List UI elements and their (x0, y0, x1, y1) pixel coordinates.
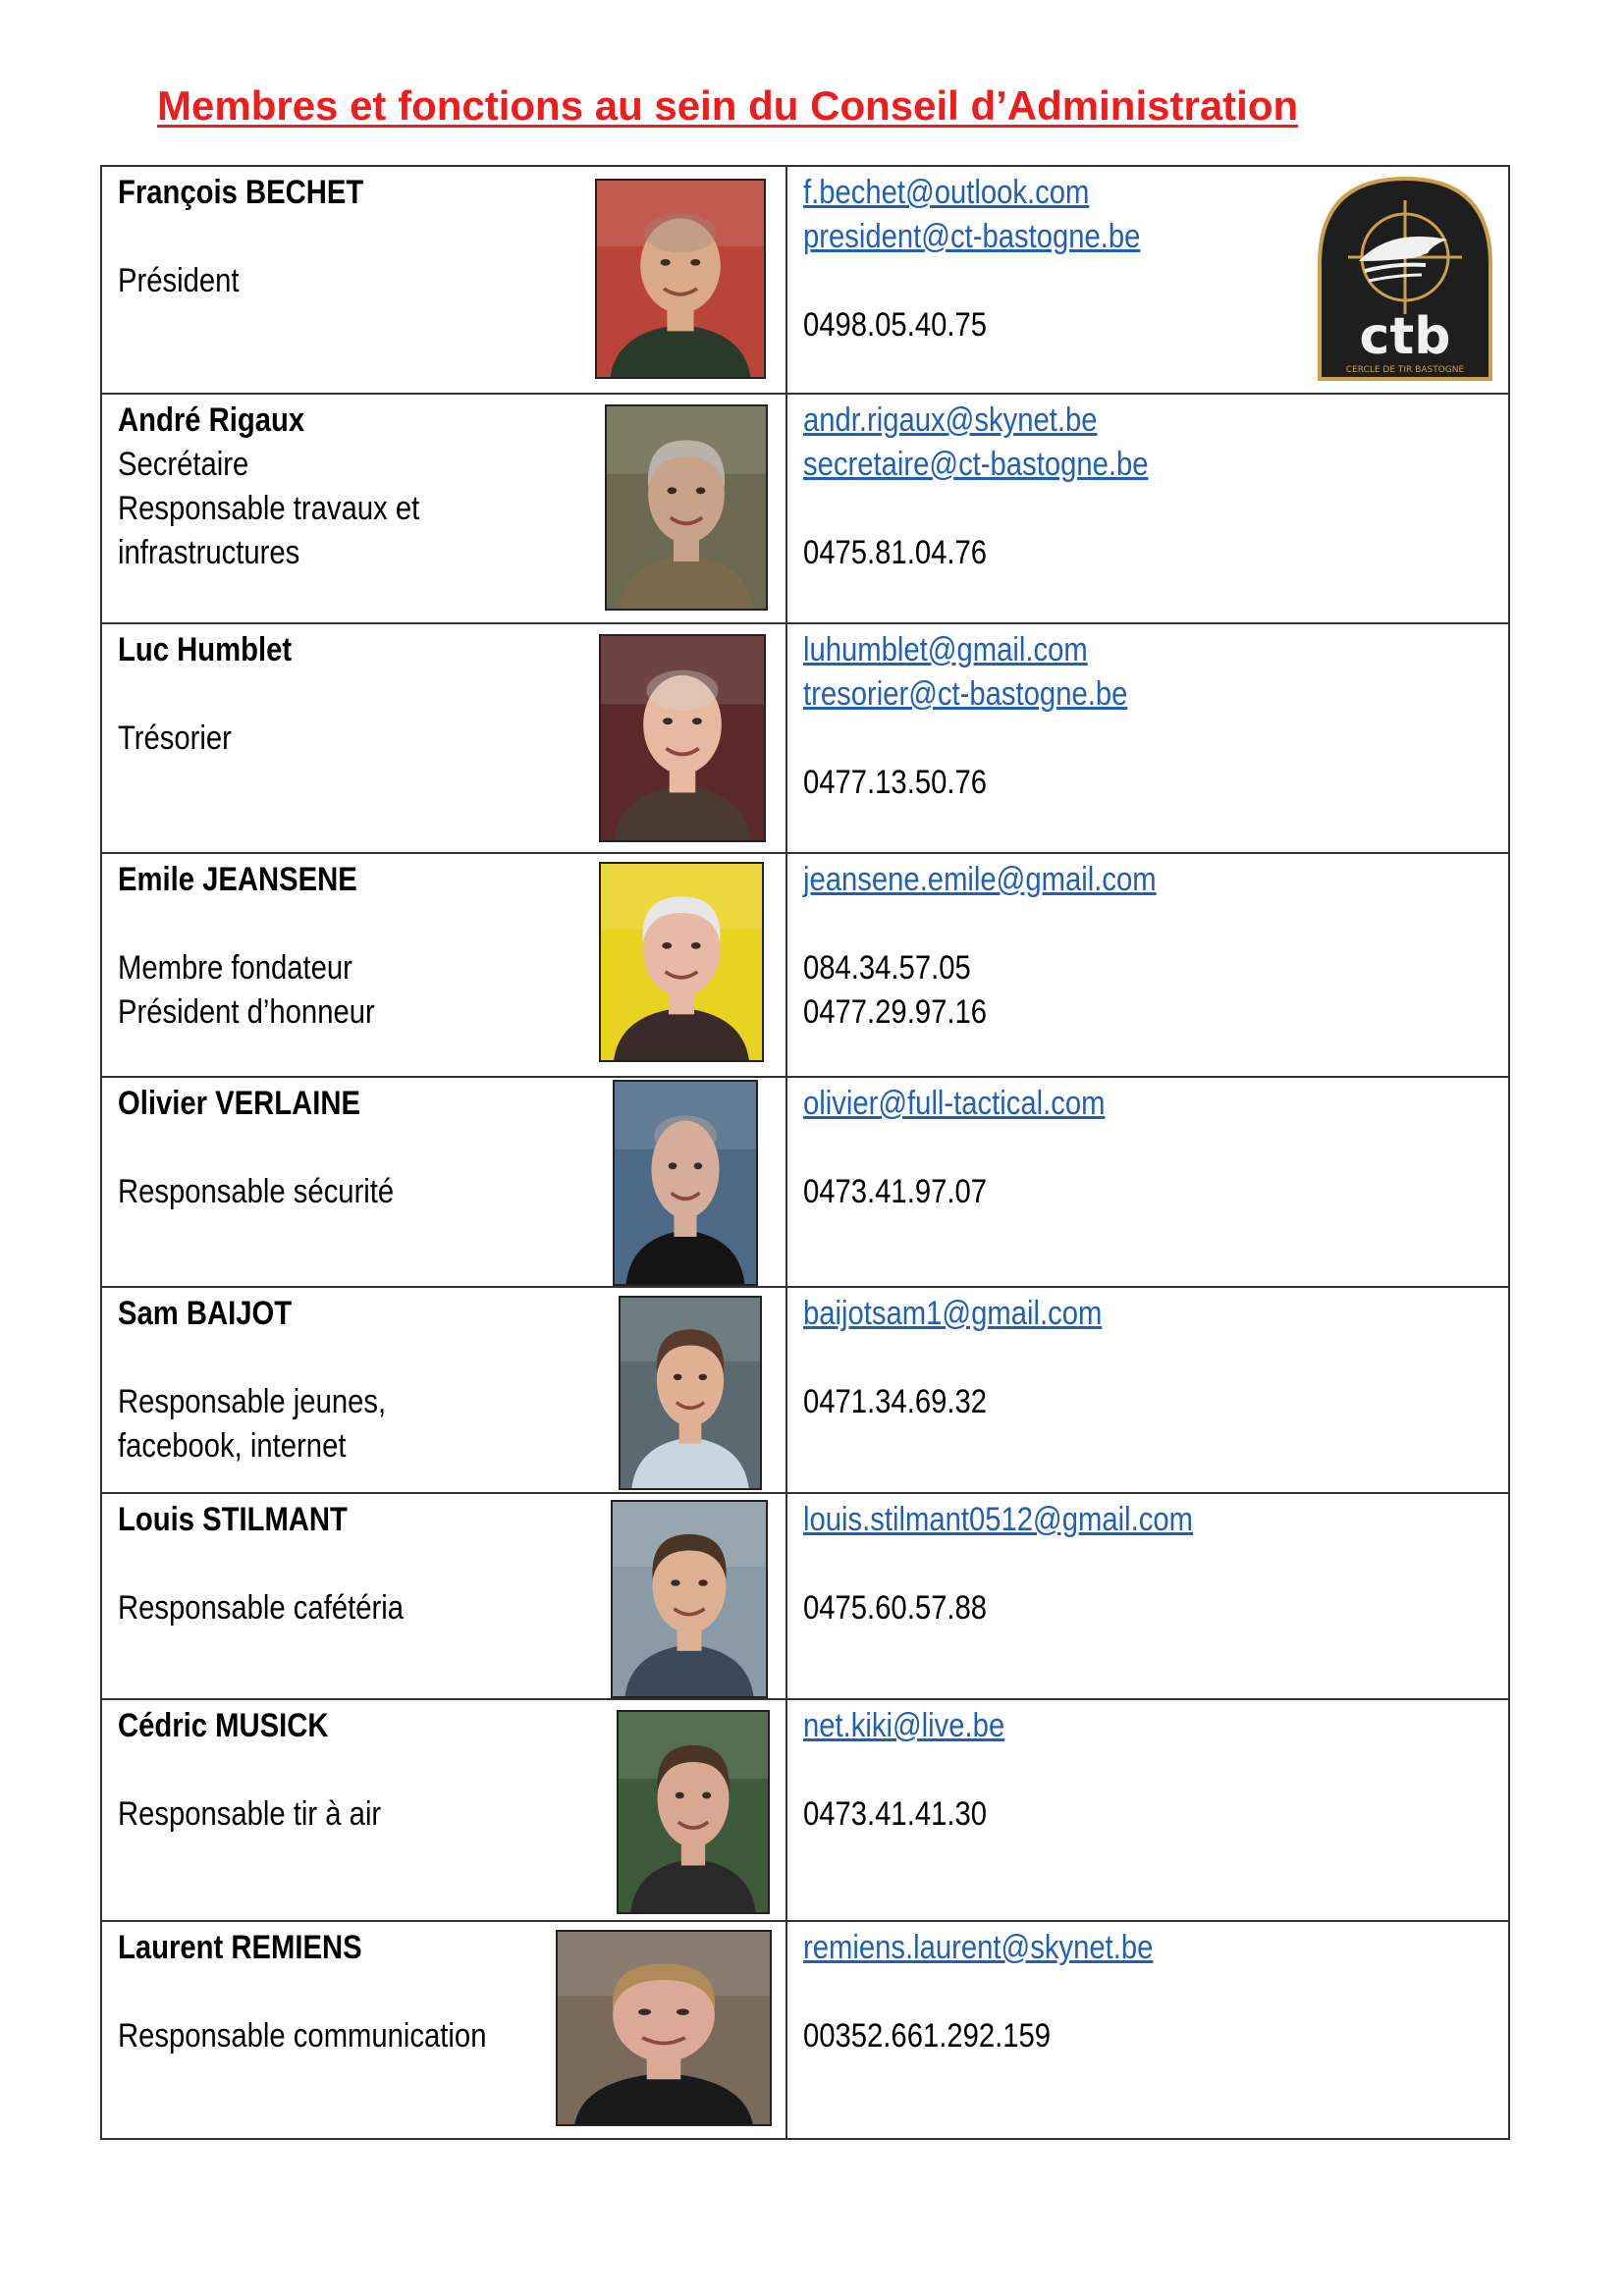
svg-text:ctb: ctb (1359, 307, 1451, 366)
member-role: Membre fondateur (118, 949, 352, 987)
phone-number: 0473.41.41.30 (803, 1795, 987, 1833)
member-contact-cell (786, 1077, 1509, 1287)
member-info-cell (101, 1699, 786, 1921)
member-contact-cell (786, 1921, 1509, 2139)
email-link[interactable]: f.bechet@outlook.com (803, 174, 1090, 211)
phone-number: 0471.34.69.32 (803, 1383, 987, 1420)
member-portrait-photo (605, 404, 768, 611)
phone-number: 0477.29.97.16 (803, 993, 987, 1031)
member-info-cell (101, 1287, 786, 1493)
member-name: Emile JEANSENE (118, 861, 357, 898)
member-name: Laurent REMIENS (118, 1929, 362, 1966)
member-role: Président d’honneur (118, 993, 375, 1031)
member-contact-cell (786, 1493, 1509, 1699)
email-link[interactable]: jeansene.emile@gmail.com (803, 861, 1157, 898)
email-link[interactable]: net.kiki@live.be (803, 1707, 1005, 1744)
member-info-cell (101, 166, 786, 394)
member-info-cell (101, 853, 786, 1077)
member-row (101, 1921, 1509, 2139)
svg-text:CERCLE DE TIR BASTOGNE: CERCLE DE TIR BASTOGNE (1345, 365, 1465, 375)
member-info-cell (101, 1077, 786, 1287)
member-contact-cell (786, 1287, 1509, 1493)
member-portrait-photo (617, 1710, 770, 1914)
member-portrait-photo (595, 179, 766, 379)
phone-number: 0473.41.97.07 (803, 1173, 987, 1210)
member-role: infrastructures (118, 534, 300, 571)
page-title: Membres et fonctions au sein du Conseil d’Administration (157, 82, 1299, 129)
member-name: Louis STILMANT (118, 1501, 348, 1538)
member-role: Secrétaire (118, 446, 249, 483)
member-portrait-photo (611, 1500, 768, 1698)
member-role: Responsable travaux et (118, 490, 420, 527)
phone-number: 0475.60.57.88 (803, 1589, 987, 1627)
member-name: Sam BAIJOT (118, 1295, 293, 1332)
member-role: Responsable communication (118, 2017, 487, 2055)
member-role: Responsable sécurité (118, 1173, 395, 1210)
member-row (101, 853, 1509, 1077)
member-portrait-photo (599, 634, 766, 842)
member-role: Responsable cafétéria (118, 1589, 404, 1627)
member-contact-cell (786, 166, 1509, 394)
member-row (101, 166, 1509, 394)
ctb-club-logo (1312, 171, 1498, 389)
member-row (101, 394, 1509, 623)
member-name: Olivier VERLAINE (118, 1085, 360, 1122)
member-contact-cell (786, 623, 1509, 853)
phone-number: 0477.13.50.76 (803, 764, 987, 801)
member-info-cell (101, 623, 786, 853)
email-link[interactable]: andr.rigaux@skynet.be (803, 401, 1098, 439)
member-row (101, 1699, 1509, 1921)
member-name: Cédric MUSICK (118, 1707, 329, 1744)
member-contact-cell (786, 394, 1509, 623)
phone-number: 0498.05.40.75 (803, 306, 987, 344)
member-info-cell (101, 1493, 786, 1699)
member-info-cell (101, 394, 786, 623)
email-link[interactable]: secretaire@ct-bastogne.be (803, 446, 1149, 483)
board-members-table (100, 165, 1510, 2140)
member-row (101, 1077, 1509, 1287)
member-role: Président (118, 262, 240, 299)
member-row (101, 623, 1509, 853)
member-contact-cell (786, 853, 1509, 1077)
member-row (101, 1493, 1509, 1699)
email-link[interactable]: president@ct-bastogne.be (803, 218, 1141, 255)
member-row (101, 1287, 1509, 1493)
member-name: Luc Humblet (118, 631, 293, 668)
phone-number: 0475.81.04.76 (803, 534, 987, 571)
member-portrait-photo (599, 862, 764, 1062)
member-name: François BECHET (118, 174, 364, 211)
member-portrait-photo (556, 1930, 772, 2126)
phone-number: 084.34.57.05 (803, 949, 971, 987)
member-role: Responsable tir à air (118, 1795, 382, 1833)
email-link[interactable]: olivier@full-tactical.com (803, 1085, 1106, 1122)
phone-number: 00352.661.292.159 (803, 2017, 1052, 2055)
email-link[interactable]: remiens.laurent@skynet.be (803, 1929, 1154, 1966)
email-link[interactable]: luhumblet@gmail.com (803, 631, 1088, 668)
member-contact-cell (786, 1699, 1509, 1921)
member-role: Responsable jeunes, (118, 1383, 387, 1420)
member-info-cell (101, 1921, 786, 2139)
member-portrait-photo (619, 1296, 762, 1490)
email-link[interactable]: louis.stilmant0512@gmail.com (803, 1501, 1193, 1538)
member-name: André Rigaux (118, 401, 305, 439)
email-link[interactable]: baijotsam1@gmail.com (803, 1295, 1103, 1332)
member-role: facebook, internet (118, 1427, 347, 1465)
member-role: Trésorier (118, 720, 232, 757)
email-link[interactable]: tresorier@ct-bastogne.be (803, 675, 1128, 713)
member-portrait-photo (613, 1080, 758, 1286)
